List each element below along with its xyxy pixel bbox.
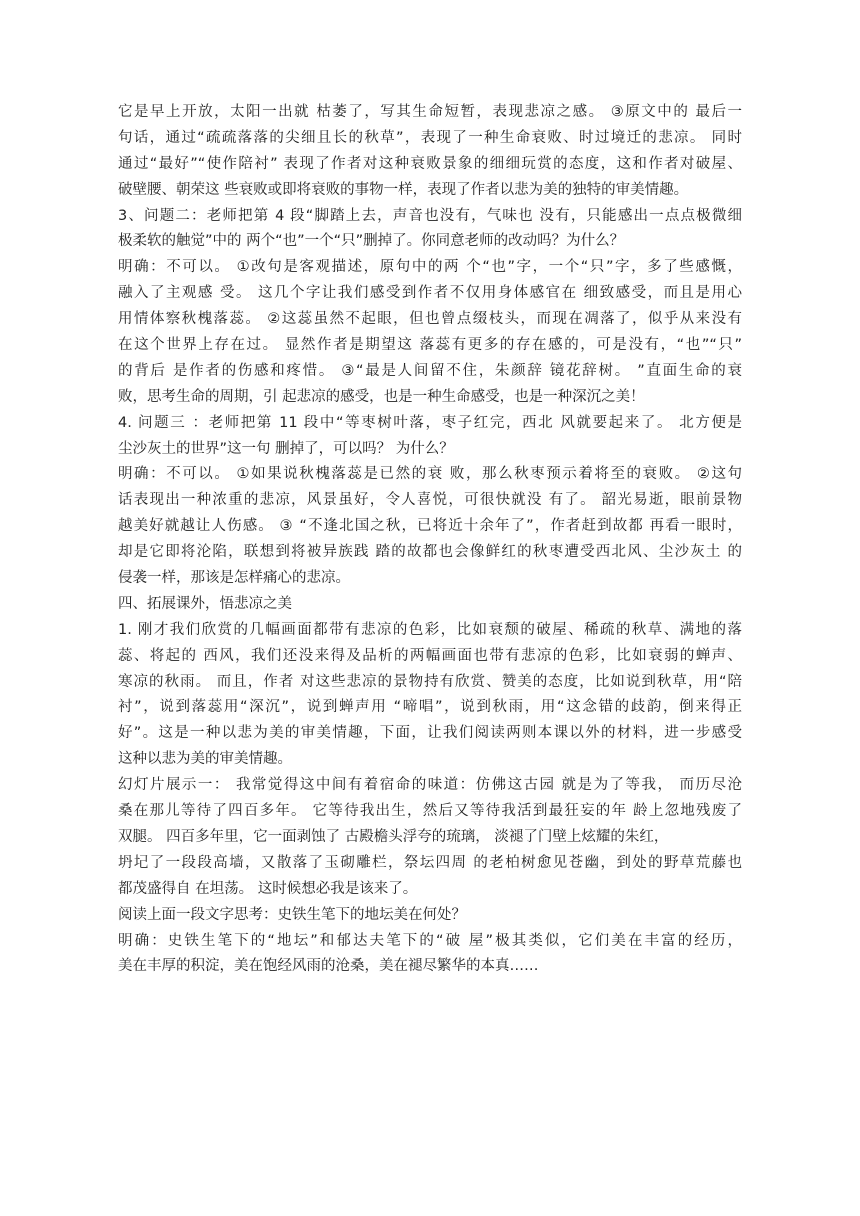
text-line: 句话，通过“疏疏落落的尖细且长的秋草”，表现了一种生命衰败、时过境迁的悲凉。 同时 (118, 129, 742, 146)
text-line: 好”。这是一种以悲为美的审美情趣，下面，让我们阅读两则本课以外的材料，进一步感受 (118, 725, 742, 742)
text-line: 蕊、将起的 西风，我们还没来得及品析的两幅画面也带有悲凉的色彩，比如衰弱的蝉声、 (118, 647, 742, 664)
text-line: 桑在那儿等待了四百多年。 它等待我出生，然后又等待我活到最狂妄的年 龄上忽地残废了 (118, 803, 742, 820)
text-line: 的背后 是作者的伤感和疼惜。 ③“最是人间留不住，朱颜辞 镜花辞树。 ”直面生命的衰 (118, 362, 742, 379)
text-line: 这种以悲为美的审美情趣。 (118, 751, 292, 768)
question-three-line: 4. 问题三 ：老师把第 11 段中“等枣树叶落，枣子红完，西北 风就要起来了。 北方便是 (118, 414, 742, 431)
text-line: 侵袭一样，那该是怎样痛心的悲凉。 (118, 570, 350, 587)
text-line: 融入了主观感 受。 这几个字让我们感受到作者不仅用身体感官在 细致感受，而且是用心 (118, 285, 742, 302)
answer-line: 明确：不可以。 ①改句是客观描述，原句中的两 个“也”字，一个“只”字，多了些感慨， (118, 259, 742, 276)
text-line: 坍圮了一段段高墙，又散落了玉砌雕栏，祭坛四周 的老柏树愈见苍幽，到处的野草荒藤也 (118, 854, 742, 871)
reading-question-line: 阅读上面一段文字思考：史铁生笔下的地坛美在何处？ (118, 906, 466, 923)
text-line: 尘沙灰土的世界”这一句 删掉了，可以吗？ 为什么？ (118, 440, 454, 457)
text-line: 破壁腰、朝荣这 些衰败或即将衰败的事物一样，表现了作者以悲为美的独特的审美情趣。 (118, 181, 689, 198)
text-line: 都茂盛得自 在坦荡。 这时候想必我是该来了。 (118, 880, 418, 897)
section-heading: 四、拓展课外，悟悲凉之美 (118, 595, 292, 612)
text-line: 双腿。 四百多年里，它一面剥蚀了 古殿檐头浮夸的琉璃， 淡褪了门壁上炫耀的朱红， (118, 828, 669, 845)
slide-one-line: 幻灯片展示一： 我常觉得这中间有着宿命的味道：仿佛这古园 就是为了等我， 而历尽沧 (118, 777, 742, 794)
text-line: 用情体察秋槐落蕊。 ②这蕊虽然不起眼，但也曾点缀枝头，而现在凋落了，似乎从来没有 (118, 311, 742, 328)
answer-line: 明确：不可以。 ①如果说秋槐落蕊是已然的衰 败，那么秋枣预示着将至的衰败。 ②这句 (118, 466, 742, 483)
answer-line: 明确：史铁生笔下的“地坛”和郁达夫笔下的“破 屋”极其类似，它们美在丰富的经历， (118, 932, 742, 949)
text-line: 在这个世界上存在过。 显然作者是期望这 落蕊有更多的存在感的，可是没有，“也”“只” (118, 337, 742, 354)
text-line: 败，思考生命的周期，引 起悲凉的感受，也是一种生命感受，也是一种深沉之美！ (118, 388, 645, 405)
text-line: 极柔软的触觉”中的 两个“也”一个“只”删掉了。你同意老师的改动吗？为什么？ (118, 233, 625, 250)
text-line: 寒凉的秋雨。 而且，作者 对这些悲凉的景物持有欣赏、赞美的态度，比如说到秋草，用“陪 (118, 673, 742, 690)
text-line: 通过“最好”“使作陪衬” 表现了作者对这种衰败景象的细细玩赏的态度，这和作者对破屋、 (118, 155, 742, 172)
question-two-line: 3、问题二：老师把第 4 段“脚踏上去，声音也没有，气味也 没有，只能感出一点点极微细 (118, 207, 742, 224)
text-line: 越美好就越让人伤感。 ③ “不逢北国之秋，已将近十余年了”，作者赶到故都 再看一眼时， (118, 518, 742, 535)
text-line: 它是早上开放，太阳一出就 枯萎了，写其生命短暂，表现悲凉之感。 ③原文中的 最后一 (118, 104, 742, 120)
text-line: 却是它即将沦陷，联想到将被异族践 踏的故都也会像鲜红的秋枣遭受西北风、尘沙灰土 的 (118, 544, 742, 561)
text-line: 1. 刚才我们欣赏的几幅画面都带有悲凉的色彩，比如衰颓的破屋、稀疏的秋草、满地的落 (118, 621, 742, 638)
text-line: 话表现出一种浓重的悲凉，风景虽好，令人喜悦，可很快就没 有了。 韶光易逝，眼前景物 (118, 492, 742, 509)
text-line: 美在丰厚的积淀，美在饱经风雨的沧桑，美在褪尽繁华的本真…… (118, 958, 539, 975)
body-text (118, 100, 742, 980)
text-line: 衬”，说到落蕊用“深沉”，说到蝉声用 “啼唱”，说到秋雨，用“这念错的歧韵，倒来得正 (118, 699, 742, 716)
